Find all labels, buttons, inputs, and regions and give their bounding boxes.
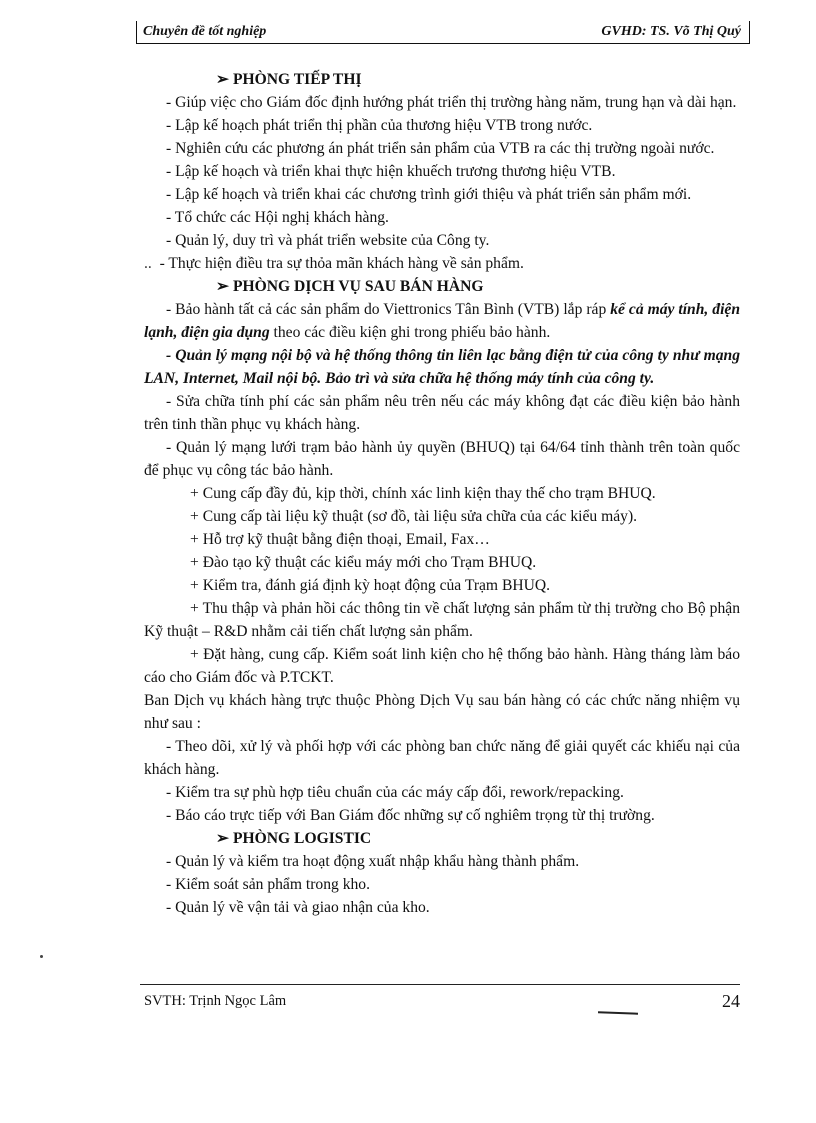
plus-item: + Cung cấp tài liệu kỹ thuật (sơ đồ, tài liệu sửa chữa của các kiểu máy). xyxy=(190,508,638,525)
header-supervisor: GVHD: TS. Võ Thị Quý xyxy=(601,24,741,39)
list-item: - Quản lý và kiểm tra hoạt động xuất nhập khẩu hàng thành phẩm. xyxy=(166,853,580,870)
stray-mark: .. xyxy=(144,255,152,272)
page-header xyxy=(136,21,750,44)
list-item: - Kiểm soát sản phẩm trong kho. xyxy=(166,876,370,893)
list-item: - Nghiên cứu các phương án phát triển sản phẩm của VTB ra các thị trường ngoài nước. xyxy=(166,140,715,157)
plus-item: + Cung cấp đầy đủ, kịp thời, chính xác linh kiện thay thế cho trạm BHUQ. xyxy=(190,485,656,502)
paragraph: Ban Dịch vụ khách hàng trực thuộc Phòng Dịch Vụ sau bán hàng có các chức năng nhiệm vụ như sau : xyxy=(144,692,740,732)
paragraph: - Sửa chữa tính phí các sản phẩm nêu trên nếu các máy không đạt các điều kiện bảo hành trên tinh thần phục vụ khách hàng. xyxy=(144,393,740,433)
heading-arrow-icon: ➢ xyxy=(216,71,230,88)
list-item: .. - Thực hiện điều tra sự thỏa mãn khách hàng về sản phẩm. xyxy=(144,255,524,272)
list-item: - Lập kế hoạch và triển khai thực hiện khuếch trương thương hiệu VTB. xyxy=(166,163,616,180)
pen-mark xyxy=(598,1011,638,1014)
list-item: - Giúp việc cho Giám đốc định hướng phát triển thị trường hàng năm, trung hạn và dài hạn. xyxy=(166,94,737,111)
footer-divider xyxy=(140,984,740,985)
list-item: - Theo dõi, xử lý và phối hợp với các phòng ban chức năng để giải quyết các khiếu nại của khách hàng. xyxy=(144,738,740,778)
section-heading-dich-vu: ➢ PHÒNG DỊCH VỤ SAU BÁN HÀNG xyxy=(216,278,484,295)
plus-item: + Hỗ trợ kỹ thuật bằng điện thoại, Email, Fax… xyxy=(190,531,490,548)
list-item: - Quản lý về vận tải và giao nhận của kho. xyxy=(166,899,430,916)
page-number: 24 xyxy=(722,991,740,1011)
list-item: - Quản lý, duy trì và phát triển website của Công ty. xyxy=(166,232,490,249)
section-heading-logistic: ➢ PHÒNG LOGISTIC xyxy=(216,830,372,847)
paragraph: - Quản lý mạng lưới trạm bảo hành ủy quyền (BHUQ) tại 64/64 tỉnh thành trên toàn quốc để phục vụ công tác bảo hành. xyxy=(144,439,740,479)
document-body xyxy=(144,68,740,919)
list-item: - Lập kế hoạch và triển khai các chương trình giới thiệu và phát triển sản phẩm mới. xyxy=(166,186,692,203)
plus-item: + Thu thập và phản hồi các thông tin về chất lượng sản phẩm từ thị trường cho Bộ phận Kỹ thuật – R&D nhằm cải tiến chất lượng sản phẩm. xyxy=(144,600,740,640)
header-title: Chuyên đề tốt nghiệp xyxy=(143,24,267,39)
list-item: - Kiểm tra sự phù hợp tiêu chuẩn của các máy cấp đổi, rework/repacking. xyxy=(166,784,624,801)
section-heading-tiep-thi: ➢ PHÒNG TIẾP THỊ xyxy=(216,71,362,88)
plus-item: + Kiểm tra, đánh giá định kỳ hoạt động của Trạm BHUQ. xyxy=(190,577,551,594)
scan-speck xyxy=(40,955,43,958)
paragraph: - Bảo hành tất cả các sản phẩm do Viettronics Tân Bình (VTB) lắp ráp kể cả máy tính, điện lạnh, điện gia dụng theo các điều kiện ghi trong phiếu bảo hành. xyxy=(144,301,740,341)
paragraph-emphasis: - Quản lý mạng nội bộ và hệ thống thông tin liên lạc bằng điện tử của công ty như mạng LAN, Internet, Mail nội bộ. Bảo trì và sửa chữa hệ thống máy tính của công ty. xyxy=(144,347,740,387)
list-item: - Báo cáo trực tiếp với Ban Giám đốc những sự cố nghiêm trọng từ thị trường. xyxy=(166,807,655,824)
plus-item: + Đào tạo kỹ thuật các kiểu máy mới cho Trạm BHUQ. xyxy=(190,554,537,571)
footer-author: SVTH: Trịnh Ngọc Lâm xyxy=(144,993,287,1009)
list-item: - Tổ chức các Hội nghị khách hàng. xyxy=(166,209,389,226)
plus-item: + Đặt hàng, cung cấp. Kiểm soát linh kiện cho hệ thống bảo hành. Hàng tháng làm báo cáo cho Giám đốc và P.TCKT. xyxy=(144,646,740,686)
heading-arrow-icon: ➢ xyxy=(216,830,230,847)
heading-arrow-icon: ➢ xyxy=(216,278,230,295)
list-item: - Lập kế hoạch phát triển thị phần của thương hiệu VTB trong nước. xyxy=(166,117,593,134)
